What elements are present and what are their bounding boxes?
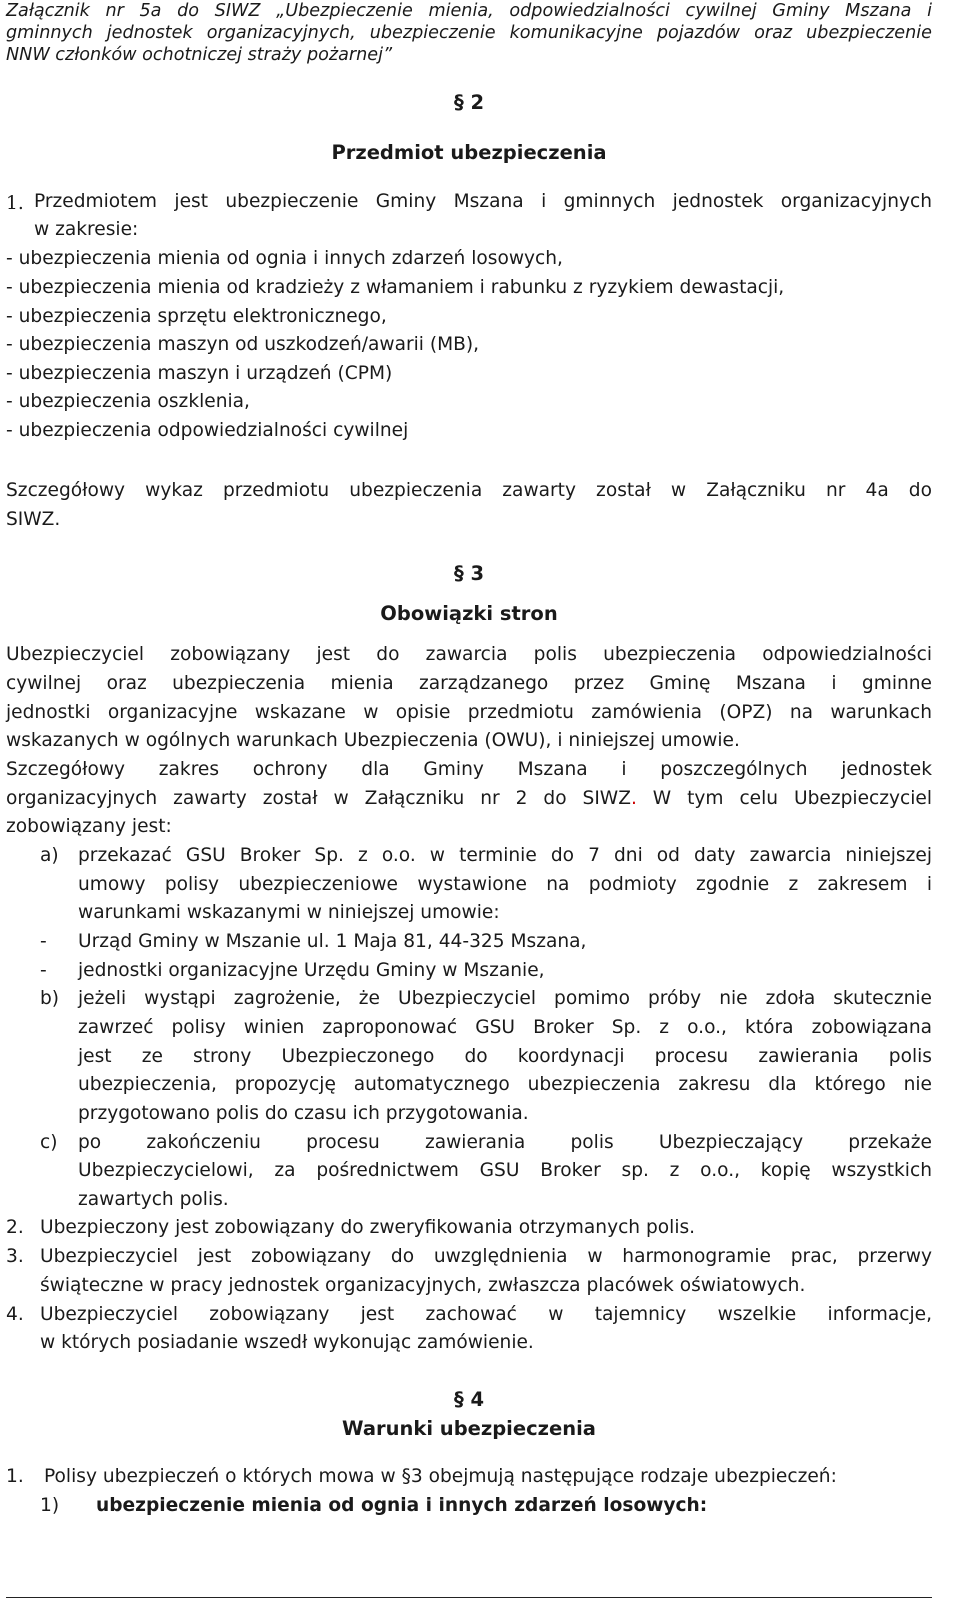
scope-list-item: - ubezpieczenia odpowiedzialności cywilnej <box>6 420 409 441</box>
paragraph-text: Przedmiotem jest ubezpieczenie Gminy Mszana i gminnych jednostek organizacyjnych <box>34 191 932 212</box>
list-marker: 4. <box>6 1304 24 1325</box>
scope-list-item: - ubezpieczenia mienia od kradzieży z włamaniem i rabunku z ryzykiem dewastacji, <box>6 277 785 298</box>
numbered-item-text: Ubezpieczyciel zobowiązany jest zachować w tajemnicy wszelkie informacje, <box>40 1304 932 1325</box>
list-marker: a) <box>40 845 59 866</box>
recipient-text: jednostki organizacyjne Urzędu Gminy w Mszanie, <box>78 960 545 981</box>
scope-list-item: - ubezpieczenia sprzętu elektronicznego, <box>6 306 387 327</box>
section-2-title: Przedmiot ubezpieczenia <box>331 141 607 164</box>
obligation-b-text: ubezpieczenia, propozycję automatycznego ubezpieczenia zakresu dla którego nie <box>78 1074 932 1095</box>
obligation-a-text: przekazać GSU Broker Sp. z o.o. w terminie do 7 dni od daty zawarcia niniejszej <box>78 845 932 866</box>
recipient-text: Urząd Gminy w Mszanie ul. 1 Maja 81, 44-325 Mszana, <box>78 931 587 952</box>
obligation-c-text: Ubezpieczycielowi, za pośrednictwem GSU Broker sp. z o.o., kopię wszystkich <box>78 1160 932 1181</box>
obligation-b-text: jest ze strony Ubezpieczonego do koordynacji procesu zawierania polis <box>78 1046 932 1067</box>
conditions-text: Polisy ubezpieczeń o których mowa w §3 obejmują następujące rodzaje ubezpieczeń: <box>44 1466 837 1487</box>
list-marker: 3. <box>6 1246 24 1267</box>
section-4-number: § 4 <box>453 1388 485 1411</box>
numbered-item-text: Ubezpieczyciel jest zobowiązany do uwzględnienia w harmonogramie prac, przerwy <box>40 1246 932 1267</box>
attachment-header-line-1: Załącznik nr 5a do SIWZ „Ubezpieczenie mienia, odpowiedzialności cywilnej Gminy Mszana i <box>6 1 932 21</box>
list-marker: 1) <box>40 1495 60 1516</box>
attachment-header-line-2: gminnych jednostek organizacyjnych, ubezpieczenie komunikacyjne pojazdów oraz ubezpieczenie <box>6 23 932 43</box>
obligation-c-text: zawartych polis. <box>78 1189 229 1210</box>
numbered-item-text: świąteczne w pracy jednostek organizacyjnych, zwłaszcza placówek oświatowych. <box>40 1275 806 1296</box>
list-marker: 2. <box>6 1217 24 1238</box>
paragraph-number: 1. <box>6 193 24 214</box>
obligation-a-text: warunkami wskazanymi w niniejszej umowie: <box>78 902 500 923</box>
paragraph-text: w zakresie: <box>34 219 139 240</box>
list-marker: c) <box>40 1132 58 1153</box>
obligations-text: organizacyjnych zawarty został w Załączniku nr 2 do SIWZ. W tym celu Ubezpieczyciel <box>6 788 933 809</box>
conditions-subitem-title: ubezpieczenie mienia od ognia i innych zdarzeń losowych: <box>96 1495 708 1516</box>
numbered-item-text: Ubezpieczony jest zobowiązany do zweryfikowania otrzymanych polis. <box>40 1217 696 1238</box>
scope-list-item: - ubezpieczenia oszklenia, <box>6 391 250 412</box>
obligations-text: wskazanych w ogólnych warunkach Ubezpieczenia (OWU), i niniejszej umowie. <box>6 730 740 751</box>
obligations-text: jednostki organizacyjne wskazane w opisie przedmiotu zamówienia (OPZ) na warunkach <box>6 702 932 723</box>
list-marker: 1. <box>6 1466 24 1487</box>
obligation-b-text: zawrzeć polisy winien zaproponować GSU Broker Sp. z o.o., która zobowiązana <box>78 1017 932 1038</box>
scope-list-item: - ubezpieczenia maszyn od uszkodzeń/awarii (MB), <box>6 334 480 355</box>
section-3-number: § 3 <box>453 562 485 585</box>
dash-marker: - <box>40 960 47 981</box>
detail-text: Szczegółowy wykaz przedmiotu ubezpieczenia zawarty został w Załączniku nr 4a do <box>6 480 932 501</box>
attachment-header-line-3: NNW członków ochotniczej straży pożarnej” <box>6 45 393 65</box>
obligation-a-text: umowy polisy ubezpieczeniowe wystawione na podmioty zgodnie z zakresem i <box>78 874 932 895</box>
scope-list-item: - ubezpieczenia maszyn i urządzeń (CPM) <box>6 363 393 384</box>
section-4-title: Warunki ubezpieczenia <box>342 1417 596 1440</box>
obligation-b-text: przygotowano polis do czasu ich przygotowania. <box>78 1103 529 1124</box>
list-marker: b) <box>40 988 60 1009</box>
obligations-text: Szczegółowy zakres ochrony dla Gminy Mszana i poszczególnych jednostek <box>6 759 932 780</box>
detail-text: SIWZ. <box>6 509 61 530</box>
obligations-text: cywilnej oraz ubezpieczenia mienia zarządzanego przez Gminę Mszana i gminne <box>6 673 932 694</box>
obligation-b-text: jeżeli wystąpi zagrożenie, że Ubezpieczyciel pomimo próby nie zdoła skutecznie <box>78 988 932 1009</box>
scope-list-item: - ubezpieczenia mienia od ognia i innych zdarzeń losowych, <box>6 248 563 269</box>
obligations-text: Ubezpieczyciel zobowiązany jest do zawarcia polis ubezpieczenia odpowiedzialności <box>6 644 932 665</box>
page-bottom-rule <box>6 1597 932 1598</box>
obligation-c-text: po zakończeniu procesu zawierania polis Ubezpieczający przekaże <box>78 1132 932 1153</box>
section-3-title: Obowiązki stron <box>380 602 558 625</box>
obligations-text: zobowiązany jest: <box>6 816 172 837</box>
numbered-item-text: w których posiadanie wszedł wykonując zamówienie. <box>40 1332 534 1353</box>
section-2-number: § 2 <box>453 91 485 114</box>
dash-marker: - <box>40 931 47 952</box>
